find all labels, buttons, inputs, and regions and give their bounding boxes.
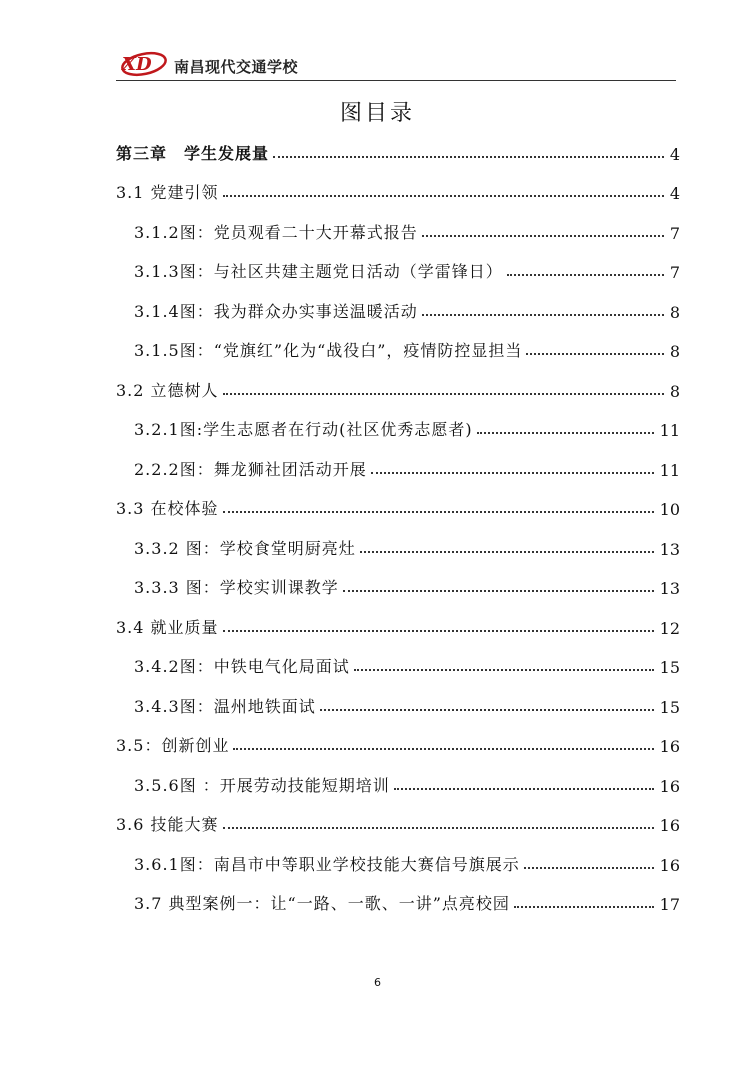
dot-leader: [343, 590, 654, 592]
toc-entry-label: 3.1.4图：我为群众办实事送温暖活动: [134, 302, 418, 321]
toc-entry-3-2-1[interactable]: [134, 414, 680, 440]
dot-leader: [223, 630, 654, 632]
toc-entry-label: 3.1.5图：“党旗红”化为“战役白”，疫情防控显担当: [134, 341, 523, 360]
page-title: 图目录: [339, 101, 415, 126]
toc-entry-label: 3.6.1图：南昌市中等职业学校技能大赛信号旗展示: [134, 855, 520, 874]
toc-entry-page: 16: [659, 856, 680, 875]
dot-leader: [223, 827, 654, 829]
dot-leader: [233, 748, 653, 750]
toc-entry-label: 3.2.1图:学生志愿者在行动(社区优秀志愿者): [134, 420, 473, 439]
toc-entry-page: 8: [669, 382, 680, 401]
toc-entry-3-3-2[interactable]: [134, 533, 680, 559]
toc-entry-page: 4: [669, 184, 680, 203]
toc-entry-3-1-2[interactable]: [134, 217, 680, 243]
toc-entry-page: 16: [659, 737, 680, 756]
toc-entry-3-1-4[interactable]: [134, 296, 680, 322]
toc-entry-label: 3.4 就业质量: [116, 618, 219, 637]
toc-entry-page: 4: [669, 145, 680, 164]
toc-entry-label: 第三章 学生发展量: [116, 144, 270, 163]
toc-entry-label: 3.3.2 图：学校食堂明厨亮灶: [134, 539, 356, 558]
toc-entry-3-6[interactable]: [116, 809, 680, 835]
dot-leader: [394, 788, 654, 790]
dot-leader: [371, 472, 654, 474]
toc-entry-page: 11: [659, 461, 680, 480]
toc-entry-label: 3.5：创新创业: [116, 736, 230, 755]
toc-entry-page: 15: [659, 658, 680, 677]
toc-entry-3-7[interactable]: [134, 888, 680, 914]
toc-entry-label: 3.4.2图：中铁电气化局面试: [134, 657, 350, 676]
toc-entry-3-4-2[interactable]: [134, 651, 680, 677]
dot-leader: [477, 432, 654, 434]
header-divider: [116, 80, 676, 81]
toc-entry-label: 3.3.3 图：学校实训课教学: [134, 578, 339, 597]
dot-leader: [273, 156, 664, 158]
toc-entry-3-4[interactable]: [116, 612, 680, 638]
toc-entry-3-2[interactable]: [116, 375, 680, 401]
dot-leader: [223, 511, 654, 513]
toc-entry-2-2-2[interactable]: [134, 454, 680, 480]
toc-entry-3-1[interactable]: [116, 177, 680, 203]
toc-entry-label: 2.2.2图：舞龙狮社团活动开展: [134, 460, 367, 479]
toc-entry-3-5-6[interactable]: [134, 770, 680, 796]
toc-entry-page: 13: [659, 579, 680, 598]
school-name: 南昌现代交通学校: [174, 58, 299, 76]
toc-entry-page: 17: [659, 895, 680, 914]
dot-leader: [422, 314, 664, 316]
toc-entry-3-3[interactable]: [116, 493, 680, 519]
toc-entry-page: 13: [659, 540, 680, 559]
dot-leader: [514, 906, 654, 908]
school-logo: [116, 48, 168, 78]
toc-entry-page: 10: [659, 500, 680, 519]
toc-entry-page: 7: [669, 263, 680, 282]
toc-entry-3-6-1[interactable]: [134, 849, 680, 875]
toc-entry-page: 12: [659, 619, 680, 638]
page-header: [116, 48, 676, 82]
toc-entry-label: 3.4.3图：温州地铁面试: [134, 697, 316, 716]
toc-entry-label: 3.5.6图 ：开展劳动技能短期培训: [134, 776, 390, 795]
logo-text: XD: [122, 54, 152, 75]
toc-entry-3-4-3[interactable]: [134, 691, 680, 717]
toc-entry-page: 15: [659, 698, 680, 717]
dot-leader: [320, 709, 654, 711]
toc-entry-label: 3.6 技能大赛: [116, 815, 219, 834]
dot-leader: [354, 669, 654, 671]
toc-entry-label: 3.1.2图：党员观看二十大开幕式报告: [134, 223, 418, 242]
dot-leader: [223, 393, 664, 395]
dot-leader: [526, 353, 663, 355]
toc-entry-page: 8: [669, 342, 680, 361]
toc-entry-3-5[interactable]: [116, 730, 680, 756]
page-number: 6: [374, 976, 381, 989]
dot-leader: [360, 551, 654, 553]
toc-entry-page: 11: [659, 421, 680, 440]
toc-entry-label: 3.3 在校体验: [116, 499, 219, 518]
dot-leader: [422, 235, 664, 237]
dot-leader: [524, 867, 654, 869]
toc-entry-3-1-5[interactable]: [134, 335, 680, 361]
toc-entry-3-1-3[interactable]: [134, 256, 680, 282]
toc-entry-chapter-3[interactable]: [116, 138, 680, 164]
dot-leader: [223, 195, 664, 197]
toc-entry-page: 16: [659, 777, 680, 796]
toc-entry-page: 16: [659, 816, 680, 835]
toc-entry-page: 8: [669, 303, 680, 322]
toc-entry-label: 3.1 党建引领: [116, 183, 219, 202]
toc-entry-page: 7: [669, 224, 680, 243]
toc-entry-label: 3.7 典型案例一：让“一路、一歌、一讲”点亮校园: [134, 894, 510, 913]
toc-entry-label: 3.1.3图：与社区共建主题党日活动（学雷锋日）: [134, 262, 503, 281]
dot-leader: [507, 274, 664, 276]
toc-entry-3-3-3[interactable]: [134, 572, 680, 598]
toc-entry-label: 3.2 立德树人: [116, 381, 219, 400]
